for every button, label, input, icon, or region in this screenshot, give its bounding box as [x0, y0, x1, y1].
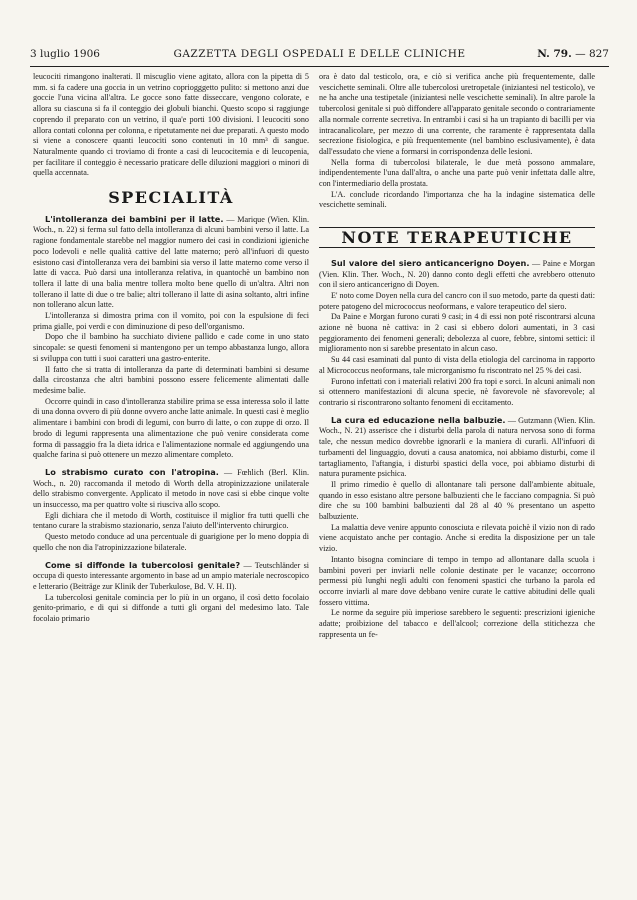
- paragraph: Su 44 casi esaminati dal punto di vista della etiologia del carcinoma in rapporto al Micrococcus neoformans, tale microrganismo fu riscontrato nel 25 % dei casi.: [319, 355, 595, 375]
- continued-paragraph: ora è dato dal testicolo, ora, e ciò si verifica anche più frequentemente, dalle vescichette seminali. Oltre alle tubercolosi uretropetale (iniziantesi nel testicolo), ve ne ha anche una testipetale (iniziantesi nelle vescichette seminali). In altre parole la tubercolosi genitale si può diffondere all'apparato genitale secondo o contrariamente alla normale corrente secretiva. In entrambi i casi si ha un trapianto di bacilli per via intracanalicolare, per mezzo di una corrente, che raramente è rappresentata dalla secrezione fisiologica, e più frequentemente (nel bambino esclusivamente), è data dall'essudato che viene a formarsi in corrispondenza delle lesioni.: [319, 72, 595, 156]
- article-author: — Fœhlich: [223, 467, 264, 477]
- article-author: — Gutzmann: [507, 415, 553, 425]
- left-column: [33, 72, 309, 625]
- paragraph: La malattia deve venire appunto conosciuta e rilevata poichè il vizio non di rado viene acquistato anche per contagio. Anche si eredita la disposizione per un tale vizio.: [319, 522, 595, 554]
- issue-number: N. 79.: [537, 48, 572, 60]
- page-header: [30, 48, 609, 67]
- article-intolleranza: [33, 214, 309, 311]
- paragraph: E' noto come Doyen nella cura del cancro con il suo metodo, parte da questi dati: potere patogeno del micrococcus neoformans, e valore terapeutico del siero.: [319, 290, 595, 311]
- article-tubercolosi: [33, 560, 309, 593]
- article-heading: La cura ed educazione nella balbuzie.: [331, 414, 506, 425]
- paragraph: L'A. conclude ricordando l'importanza che ha la indagine sistematica delle vescichette seminali.: [319, 189, 595, 210]
- paragraph: Egli dichiara che il metodo di Worth, costituisce il miglior fra tutti quelli che tentano curare la strabismo stazionario, senza l'aiuto dell'intervento chirurgico.: [33, 510, 309, 531]
- article-author: — Teutschländer: [243, 560, 301, 570]
- article-text: si occupa di questo interessante argomento in base ad un ampio materiale necroscopico e letterario (Beiträge zur Klinik der Tuberkulose, Bd. V. H. II).: [33, 560, 310, 591]
- paragraph: Dopo che il bambino ha succhiato diviene pallido e cade come in uno stato sincopale: se questi fenomeni si mantengono per un tempo abbastanza lungo, allora si sviluppa con tutti i suoi caratteri una gastro-enterite.: [33, 332, 309, 363]
- article-author: — Marique: [226, 214, 265, 224]
- page-number: — 827: [575, 48, 609, 60]
- article-balbuzie: [319, 415, 595, 480]
- intro-paragraph: leucociti rimangono inalterati. Il miscuglio viene agitato, allora con la pipetta di 5 mm. si fa cadere una goccia in un vetrino copriogggetto pulito: si mettono anzi due goccie l'una vicina all'altra. Le gocce sono fatte disseccare, vengono colorate, e allora su ciascuna si fa il conteggio dei globuli bianchi. Questo scopo si raggiunge coprendo il preparato con un vetrino, il qua'e porti 100 divisioni. I leucociti sono allora contati colonna per colonna, e ripetutamente nei due preparati. A questo modo si viene a conoscere quanti leucociti sono contenuti in 10 mm³ di sangue. Naturalmente quando ci troviamo di fronte a casi di leucocitemia e di leucopenia, per facilitare il conteggio è necessario praticare delle diluzioni maggiori o minori di quella accennata.: [33, 72, 309, 178]
- journal-title: GAZZETTA DEGLI OSPEDALI E DELLE CLINICHE: [173, 48, 466, 60]
- right-column: [319, 72, 595, 640]
- paragraph: Da Paine e Morgan furono curati 9 casi; in 4 di essi non poté riscontrarsi alcuna azione nè buona nè cattiva: in 2 casi si ebbero dolori aumentati, in 3 casi peggioramento dei fenomeni generali; debolezza al cuore, febbre, sintomi settici: il miglioramento non si sarebbe presentato in alcun caso.: [319, 312, 595, 354]
- paragraph: Questo metodo conduce ad una percentuale di guarigione per lo meno doppia di quello che non dia l'atropinizzazione bilaterale.: [33, 532, 309, 552]
- article-text: (Wien. Klin. Woch., N. 21) asserisce che i disturbi della parola di natura nervosa sono di forma tale, che nessun medico dovrebbe ignorarli e la maniera di curarli. All'infuori di turbamenti del linguaggio, dovuti a causa anatomica, noi abbiamo disturbi, come il tartagliamento, l'aftangia, i disturbi spastici della voce, poi abbiamo disturbi di natura puramente psichica.: [319, 415, 596, 479]
- section-heading-specialita: SPECIALITÀ: [108, 188, 234, 208]
- paragraph: Il primo rimedio è quello di allontanare tali persone dall'ambiente abituale, quando in esso esistano altre persone balbuzienti che le facciano compagnia. Si può dire che su 100 bambini balbuzienti dal 28 al 40 % presentano un aspetto balbuziente.: [319, 479, 595, 522]
- paragraph: Intanto bisogna cominciare di tempo in tempo ad allontanare dalla scuola i bambini poveri per inviarli nelle colonie destinate per le vacanze; occorrono permessi più lunghi negli adulti con fenomeni spastici che turbano la parola ed occorre inviarli al mare dove debbano venire curate le cattive abitudini delle quali fossero vittima.: [319, 554, 595, 607]
- article-heading: L'intolleranza dei bambini per il latte.: [45, 213, 224, 224]
- paragraph: Furono infettati con i materiali relativi 200 fra topi e sorci. In alcuni animali non si ottennero manifestazioni di alcuna specie, nè favorevole nè sfavorevole; al contrario si riscontrarono soltanto fenomeni di eccitamento.: [319, 376, 595, 407]
- paragraph: Occorre quindi in caso d'intolleranza stabilire prima se essa interessa solo il latte di una donna ovvero di più donne ovvero anche latte animale. In questi casi è meglio alimentare i bambini con brodi di legumi, con burro di latte, o con zuppe di orzo. Il brodo di legumi rappresenta una alimentazione che può venire considerata come forma di passaggio fra la dieta idrica e l'alimentazione normale ed aggiungendo una qualche farina si può ottenere un mezzo alimentare completo.: [33, 396, 309, 460]
- article-heading: Come si diffonde la tubercolosi genitale?: [45, 559, 241, 570]
- article-heading: Lo strabismo curato con l'atropina.: [45, 466, 219, 477]
- paragraph: La tubercolosi genitale comincia per lo più in un organo, il così detto focolaio genito-primario, e di qui si diffonde a tutti gli organi del medesimo lato. Tale focolaio primario: [33, 592, 309, 624]
- article-author: — Paine e Morgan: [532, 258, 595, 268]
- article-text: (Vien. Klin. Ther. Woch., N. 20) danno conto degli effetti che avrebbero ottenuto con il siero anticancerigno di Doyen.: [319, 269, 595, 290]
- header-date: 3 luglio 1906: [30, 48, 100, 60]
- article-text: (Wien. Klin. Woch., n. 22) si ferma sul fatto della intolleranza di alcuni bambini verso il latte. La ragione fondamentale starebbe nel maggior numero dei casi in condizioni igieniche poco lodevoli e nelle qualità cattive del latte materno; però all'infuori di questo esistono casi d'intolleranza vera dei bambini sia verso il latte materno come verso il latte di vacca. Può darsi una intolleranza relativa, in quantochè un bambino non tollera il latte di una balia mentre tollera molto bene quello di un'altra. Altri non tollerano il latte di due o tre balie; altri tollerano il latte di asina soltanto, altri infine non tollerano alcun latte.: [33, 214, 310, 310]
- issue-page: [537, 48, 609, 60]
- article-text: (Berl. Klin. Woch., n. 20) raccomanda il metodo di Worth della atropinizzazione unilaterale dello strabismo convergente. Applicato il metodo in nove casi si ebbe cinque volte un insuccesso, ma per quattro volte si riusciva allo scopo.: [33, 467, 310, 510]
- paragraph: Nella forma di tubercolosi bilaterale, le due metà possono ammalare, indipendentemente l'una dall'altra, o anche una parte può venir infettata dalle altre, con l'intermediario della prostata.: [319, 157, 595, 189]
- article-strabismo: [33, 467, 309, 511]
- paragraph: Le norme da seguire più imperiose sarebbero le seguenti: prescrizioni igieniche adatte; proibizione del tabacco e dell'alcool; correzione della stitichezza che rappresenta un fe-: [319, 608, 595, 639]
- section-heading-note-terapeutiche: NOTE TERAPEUTICHE: [319, 227, 595, 248]
- paragraph: L'intolleranza si dimostra prima con il vomito, poi con la espulsione di feci prima gialle, poi verdi e con diminuzione di peso dell'organismo.: [33, 311, 309, 331]
- article-siero-doyen: [319, 258, 595, 291]
- article-heading: Sul valore del siero anticancerigno Doyen.: [331, 257, 530, 268]
- paragraph: Il fatto che si tratta di intolleranza da parte di determinati bambini si desume dalla circostanza che altri bambini possono essere felicemente alimentati dalle medesime balie.: [33, 364, 309, 395]
